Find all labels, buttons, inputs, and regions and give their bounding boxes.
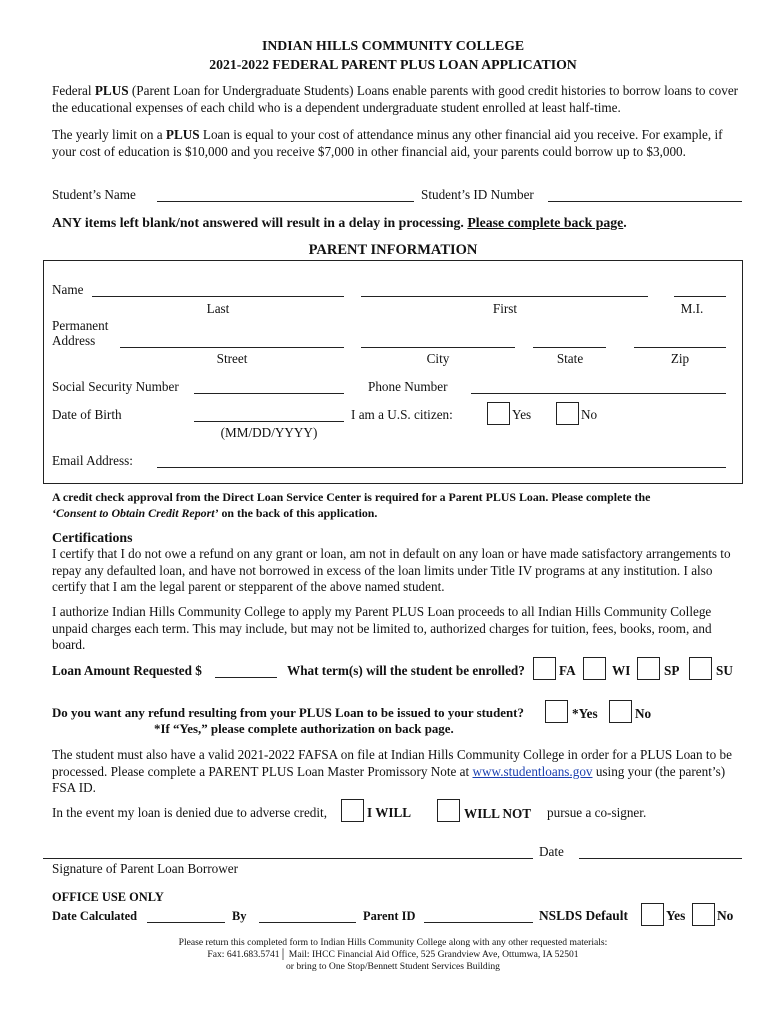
will-not-checkbox[interactable]: [437, 799, 460, 822]
last-caption: Last: [206, 301, 230, 316]
first-caption: First: [492, 301, 518, 316]
date-calculated-field[interactable]: [147, 922, 225, 923]
will-not-label: WILL NOT: [464, 806, 532, 821]
student-id-field[interactable]: [548, 201, 742, 202]
parent-info-box: [43, 260, 743, 484]
will-label: I WILL: [367, 805, 412, 820]
name-label: Name: [52, 282, 84, 297]
footer-line-1: Please return this completed form to Indian Hills Community College along with any other requested materials:: [178, 937, 608, 948]
city-field[interactable]: [361, 347, 515, 348]
cosigner-text: In the event my loan is denied due to adverse credit,: [52, 805, 328, 820]
authorization-paragraph: I authorize Indian Hills Community College to apply my Parent PLUS Loan proceeds to all Indian Hills Community College unpaid charges each term. This may include, but may not be limited to, authorized charges for tuition, fees, books, room, and board.: [52, 604, 712, 652]
will-checkbox[interactable]: [341, 799, 364, 822]
loan-amount-label: Loan Amount Requested $: [52, 663, 202, 678]
state-caption: State: [556, 351, 584, 366]
last-name-field[interactable]: [92, 296, 344, 297]
refund-yes-label: *Yes: [572, 706, 598, 721]
refund-question: Do you want any refund resulting from your PLUS Loan to be issued to your student?: [52, 706, 524, 720]
term-su-checkbox[interactable]: [689, 657, 712, 680]
parent-id-label: Parent ID: [363, 909, 416, 923]
nslds-default-label: NSLDS Default: [539, 908, 628, 923]
citizen-no-checkbox[interactable]: [556, 402, 579, 425]
by-field[interactable]: [259, 922, 356, 923]
ssn-field[interactable]: [194, 393, 344, 394]
student-name-field[interactable]: [157, 201, 414, 202]
zip-field[interactable]: [634, 347, 726, 348]
intro-paragraph-2: The yearly limit on a PLUS Loan is equal to your cost of attendance minus any other financial aid you receive. For example, if your cost of education is $10,000 and you receive $7,000 in other financial aid, your parents could borrow up to $3,000.: [52, 127, 723, 159]
state-field[interactable]: [533, 347, 606, 348]
address-label: Address: [52, 333, 96, 348]
citizen-yes-checkbox[interactable]: [487, 402, 510, 425]
intro-paragraph-1: Federal PLUS (Parent Loan for Undergraduate Students) Loans enable parents with good credit histories to borrow loans to cover the educational expenses of each child who is a dependent undergraduate student enrolled at least half-time.: [52, 83, 739, 115]
nslds-no-label: No: [717, 908, 734, 923]
mi-caption: M.I.: [680, 301, 704, 316]
dob-format-caption: (MM/DD/YYYY): [220, 425, 318, 440]
nslds-yes-checkbox[interactable]: [641, 903, 664, 926]
nslds-no-checkbox[interactable]: [692, 903, 715, 926]
first-name-field[interactable]: [361, 296, 648, 297]
signature-field[interactable]: [43, 858, 533, 859]
citizen-label: I am a U.S. citizen:: [351, 407, 453, 422]
refund-no-label: No: [635, 706, 652, 721]
city-caption: City: [426, 351, 450, 366]
date-field[interactable]: [579, 858, 742, 859]
street-field[interactable]: [120, 347, 344, 348]
ssn-label: Social Security Number: [52, 379, 179, 394]
dob-label: Date of Birth: [52, 407, 122, 422]
blank-items-warning: ANY items left blank/not answered will result in a delay in processing. Please complete back page.: [52, 215, 627, 230]
cosigner-post: pursue a co-signer.: [547, 805, 647, 820]
complete-back-page-link: Please complete back page: [467, 215, 624, 230]
term-wi-checkbox[interactable]: [583, 657, 606, 680]
date-calculated-label: Date Calculated: [52, 909, 137, 923]
footer-line-2: Fax: 641.683.5741│ Mail: IHCC Financial Aid Office, 525 Grandview Ave, Ottumwa, IA 52501: [207, 949, 579, 960]
credit-check-line-1: A credit check approval from the Direct Loan Service Center is required for a Parent PLUS Loan. Please complete the: [52, 490, 651, 504]
student-name-label: Student’s Name: [52, 187, 136, 202]
footer-line-3: or bring to One Stop/Bennett Student Services Building: [286, 961, 500, 972]
term-sp-label: SP: [664, 663, 680, 678]
term-fa-checkbox[interactable]: [533, 657, 556, 680]
phone-label: Phone Number: [368, 379, 448, 394]
office-use-heading: OFFICE USE ONLY: [52, 890, 164, 904]
student-id-label: Student’s ID Number: [421, 187, 534, 202]
parent-info-heading: PARENT INFORMATION: [308, 242, 478, 258]
loan-amount-field[interactable]: [215, 677, 277, 678]
refund-yes-checkbox[interactable]: [545, 700, 568, 723]
term-su-label: SU: [716, 663, 733, 678]
term-wi-label: WI: [612, 663, 631, 678]
college-name: INDIAN HILLS COMMUNITY COLLEGE: [261, 38, 525, 53]
term-sp-checkbox[interactable]: [637, 657, 660, 680]
street-caption: Street: [216, 351, 248, 366]
date-label: Date: [539, 844, 564, 859]
email-label: Email Address:: [52, 453, 133, 468]
terms-question: What term(s) will the student be enrolled?: [287, 663, 525, 678]
refund-note: *If “Yes,” please complete authorization on back page.: [154, 722, 454, 736]
studentloans-link[interactable]: www.studentloans.gov: [472, 763, 593, 779]
form-title: 2021-2022 FEDERAL PARENT PLUS LOAN APPLICATION: [209, 57, 577, 72]
mi-field[interactable]: [674, 296, 726, 297]
term-fa-label: FA: [559, 663, 576, 678]
dob-field[interactable]: [194, 421, 344, 422]
certifications-heading: Certifications: [52, 530, 133, 545]
signature-label: Signature of Parent Loan Borrower: [52, 861, 239, 876]
email-field[interactable]: [157, 467, 726, 468]
by-label: By: [232, 909, 247, 923]
phone-field[interactable]: [471, 393, 726, 394]
permanent-label: Permanent: [52, 318, 109, 333]
citizen-no-label: No: [581, 407, 598, 422]
parent-id-field[interactable]: [424, 922, 533, 923]
refund-no-checkbox[interactable]: [609, 700, 632, 723]
zip-caption: Zip: [670, 351, 690, 366]
nslds-yes-label: Yes: [666, 908, 686, 923]
citizen-yes-label: Yes: [512, 407, 532, 422]
credit-check-line-2: ‘Consent to Obtain Credit Report’ on the back of this application.: [52, 506, 378, 520]
certification-paragraph: I certify that I do not owe a refund on any grant or loan, am not in default on any loan or have made satisfactory arrangements to repay any defaulted loan, and have not borrowed in excess of the loan limits under Title IV programs at any institution. I also certify that I am the legal parent or stepparent of the above named student.: [52, 546, 731, 594]
fafsa-paragraph: The student must also have a valid 2021-2022 FAFSA on file at Indian Hills Community College in order for a PLUS Loan to be processed. Please complete a PARENT PLUS Loan Master Promissory Note at www.studentloans.gov using your (the parent’s) FSA ID.: [52, 747, 732, 795]
